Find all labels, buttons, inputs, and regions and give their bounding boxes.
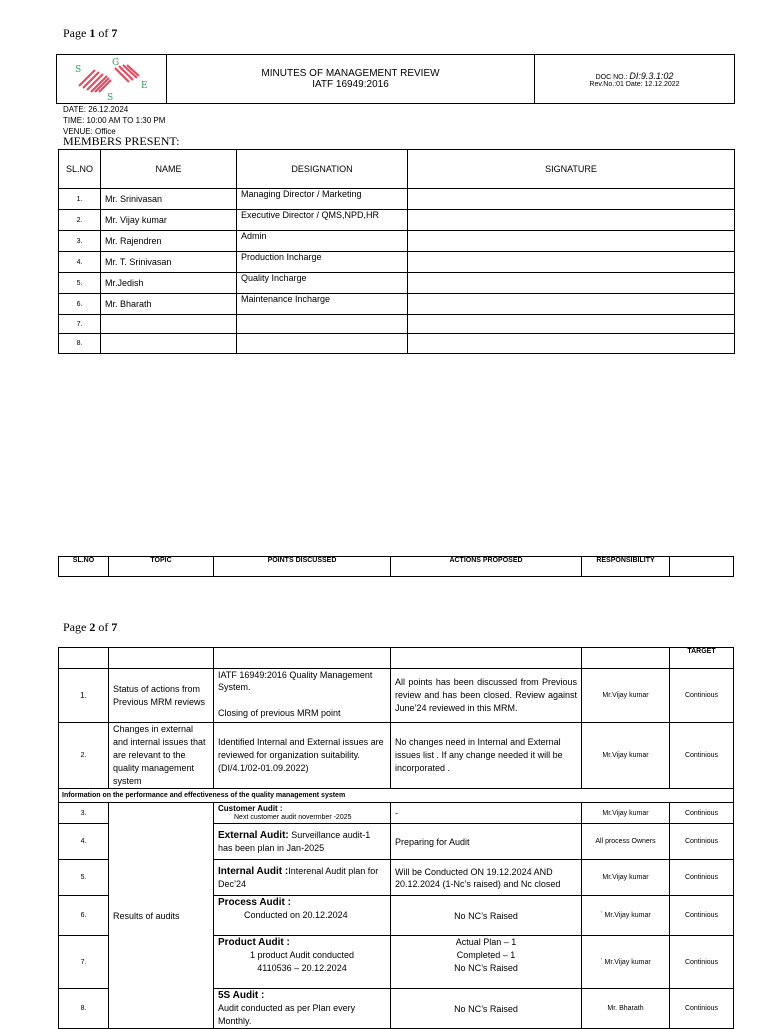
table-row: 1. Status of actions from Previous MRM reviews IATF 16949:2016 Quality Management System. Closing of previous MRM point All points has been discussed from Previous review and has been closed. Review against June’24 reviewed in this MRM. Mr.Vijay kumar Continious	[59, 669, 734, 723]
topics-header-row	[59, 557, 734, 577]
meeting-date: DATE: 26.12.2024	[63, 105, 129, 114]
col-header-slno: SL.NO	[59, 557, 109, 577]
header-subtitle: IATF 16949:2016	[312, 79, 389, 90]
meeting-venue: VENUE: Office	[63, 127, 116, 136]
doc-number: DI:9.3.1:02	[629, 70, 674, 81]
member-row: 6. Mr. Bharath Maintenance Incharge	[59, 294, 735, 315]
member-row: 4. Mr. T. Srinivasan Production Incharge	[59, 252, 735, 273]
signature-cell[interactable]	[408, 294, 735, 315]
col-header-actions: ACTIONS PROPOSED	[391, 557, 582, 577]
logo-letter-s: S	[74, 64, 81, 75]
member-row: 5. Mr.Jedish Quality Incharge	[59, 273, 735, 294]
col-header-signature: SIGNATURE	[408, 150, 735, 189]
table-row: 6. Process Audit : Conducted on 20.12.2024 No NC’s Raised ` Mr.Vijay kumar Continious	[59, 896, 734, 936]
signature-cell[interactable]	[408, 252, 735, 273]
member-row: 1. Mr. Srinivasan Managing Director / Marketing	[59, 189, 735, 210]
logo-letter-s2: S	[106, 92, 113, 100]
logo-letter-e: E	[140, 80, 148, 91]
table-row: 7. Product Audit : 1 product Audit conducted 4110536 – 20.12.2024 Actual Plan – 1 Completed – 1 No NC’s Raised ` Mr.Vijay kumar Continious	[59, 936, 734, 989]
logo-cell	[57, 55, 167, 104]
doc-info-cell: DOC NO.: DI:9.3.1:02 Rev.No.:01 Date: 12.12.2022	[535, 55, 735, 104]
signature-cell[interactable]	[408, 315, 735, 334]
topics-header-table	[58, 556, 734, 577]
col-header-responsibility: RESPONSIBILITY	[582, 557, 670, 577]
logo-letter-g: G	[111, 57, 119, 68]
header-table	[56, 54, 735, 104]
revision-info: Rev.No.:01 Date: 12.12.2022	[589, 80, 680, 88]
signature-cell[interactable]	[408, 210, 735, 231]
member-row: 3. Mr. Rajendren Admin	[59, 231, 735, 252]
members-table	[58, 149, 735, 354]
member-row: 2. Mr. Vijay kumar Executive Director / QMS,NPD,HR	[59, 210, 735, 231]
header-title-cell	[167, 55, 535, 104]
col-header-slno: SL.NO	[59, 150, 101, 189]
col-header-topic: TOPIC	[109, 557, 214, 577]
member-row: 8.	[59, 334, 735, 354]
table-header-row	[59, 648, 734, 669]
signature-cell[interactable]	[408, 189, 735, 210]
audit-topic: Results of audits	[109, 803, 214, 1029]
table-row: 8. 5S Audit : Audit conducted as per Plan every Monthly. No NC’s Raised Mr. Bharath Continious	[59, 989, 734, 1029]
signature-cell[interactable]	[408, 334, 735, 354]
col-header-name: NAME	[101, 150, 237, 189]
page-number-1: Page 1 of 7	[63, 26, 118, 40]
company-logo-icon	[67, 56, 157, 100]
section-label: Information on the performance and effectiveness of the quality management system	[59, 789, 734, 803]
table-row: 4. External Audit: Surveillance audit-1 has been plan in Jan-2025 Preparing for Audit All process Owners Continious	[59, 824, 734, 860]
signature-cell[interactable]	[408, 231, 735, 252]
members-header-row	[59, 150, 735, 189]
meeting-time: TIME: 10:00 AM TO 1:30 PM	[63, 116, 166, 125]
header-title: MINUTES OF MANAGEMENT REVIEW	[261, 68, 440, 79]
member-row: 7.	[59, 315, 735, 334]
table-row: 2. Changes in external and internal issues that are relevant to the quality management system Identified Internal and External issues are reviewed for organization suitability. (DI/4.1/02-01.09.2022) No changes need in Internal and External issues list . If any change needed it will be incorporated . Mr.Vijay kumar Continious	[59, 723, 734, 789]
col-header-target	[670, 557, 734, 577]
review-table	[58, 647, 734, 1029]
table-row: 5. Internal Audit :Interenal Audit plan for Dec’24 Will be Conducted ON 19.12.2024 AND 20.12.2024 (1-Nc’s raised) and Nc closed Mr.Vijay kumar Continious	[59, 860, 734, 896]
section-row	[59, 789, 734, 803]
meta-info	[63, 104, 165, 137]
col-header-target: TARGET	[670, 648, 734, 669]
table-row: 3. Results of audits Customer Audit : Next customer audit novermber -2025 - Mr.Vijay kumar Continious	[59, 803, 734, 824]
col-header-designation: DESIGNATION	[237, 150, 408, 189]
signature-cell[interactable]	[408, 273, 735, 294]
page-number-2: Page 2 of 7	[63, 620, 118, 634]
col-header-points: POINTS DISCUSSED	[214, 557, 391, 577]
members-title: MEMBERS PRESENT:	[63, 134, 180, 148]
